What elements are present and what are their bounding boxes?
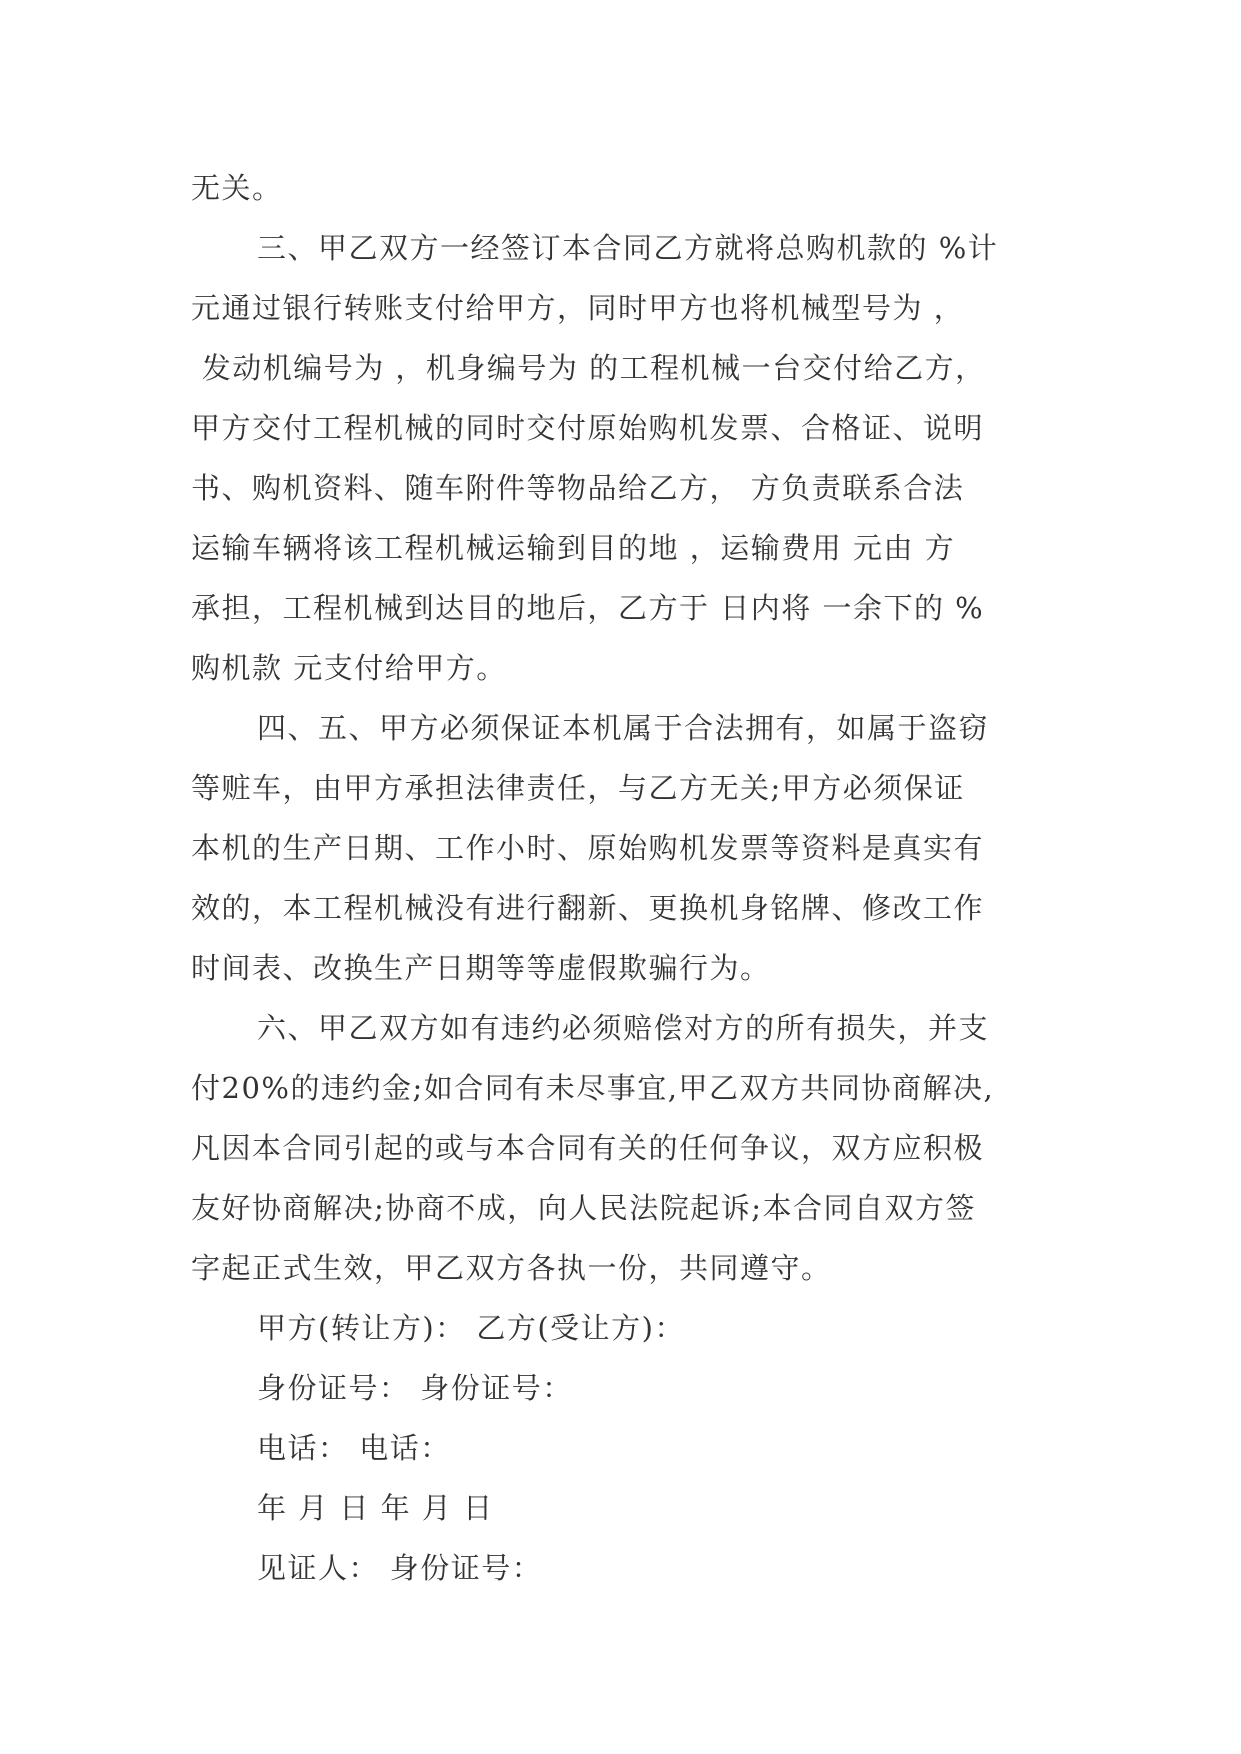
clause-4-5-line: 等赃车，由甲方承担法律责任，与乙方无关;甲方必须保证 (191, 771, 965, 805)
clause-4-5-line: 时间表、改换生产日期等等虚假欺骗行为。 (191, 951, 771, 985)
clause-6-line: 付20%的违约金;如合同有未尽事宜,甲乙双方共同协商解决, (191, 1071, 995, 1105)
clause-3-line: 承担，工程机械到达目的地后，乙方于 日内将 一余下的 % (191, 591, 985, 625)
clause-3-line: 发动机编号为 ，机身编号为 的工程机械一台交付给乙方， (191, 351, 986, 385)
signature-parties-line: 甲方(转让方)： 乙方(受让方)： (257, 1311, 685, 1345)
clause-4-5-line: 本机的生产日期、工作小时、原始购机发票等资料是真实有 (191, 831, 985, 865)
clause-6-line: 友好协商解决;协商不成，向人民法院起诉;本合同自双方签 (191, 1191, 977, 1225)
clause-4-5-line: 效的，本工程机械没有进行翻新、更换机身铭牌、修改工作 (191, 891, 985, 925)
clause-3-line: 购机款 元支付给甲方。 (191, 651, 507, 685)
signature-date-line: 年 月 日 年 月 日 (257, 1491, 494, 1525)
clause-6-line: 六、甲乙双方如有违约必须赔偿对方的所有损失，并支 (257, 1011, 990, 1045)
continuation-line: 无关。 (191, 171, 283, 205)
clause-3-line: 运输车辆将该工程机械运输到目的地 ，运输费用 元由 方 (191, 531, 956, 565)
clause-6-line: 凡因本合同引起的或与本合同有关的任何争议，双方应积极 (191, 1131, 985, 1165)
signature-id-line: 身份证号： 身份证号： (257, 1371, 573, 1405)
clause-3-line: 三、甲乙双方一经签订本合同乙方就将总购机款的 %计 (257, 231, 999, 265)
clause-6-line: 字起正式生效，甲乙双方各执一份，共同遵守。 (191, 1251, 832, 1285)
clause-3-line: 元通过银行转账支付给甲方，同时甲方也将机械型号为 ， (191, 291, 965, 325)
clause-4-5-line: 四、五、甲方必须保证本机属于合法拥有，如属于盗窃 (257, 711, 990, 745)
signature-phone-line: 电话： 电话： (257, 1431, 451, 1465)
contract-body (191, 158, 1081, 1598)
clause-3-line: 甲方交付工程机械的同时交付原始购机发票、合格证、说明 (191, 411, 985, 445)
signature-witness-line: 见证人： 身份证号： (257, 1551, 543, 1585)
clause-3-line: 书、购机资料、随车附件等物品给乙方， 方负责联系合法 (191, 471, 965, 505)
